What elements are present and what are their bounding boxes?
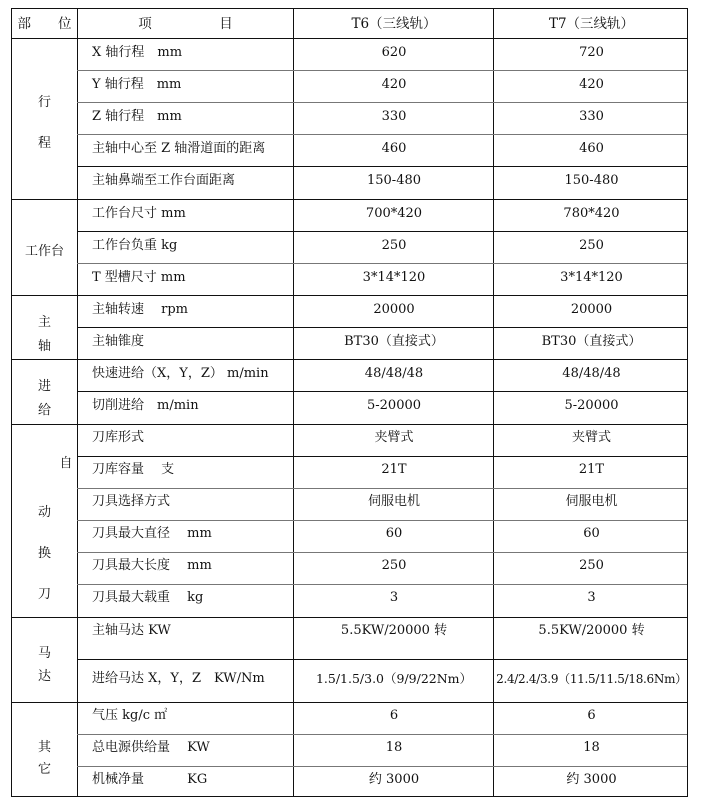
section-label-atc: 换 xyxy=(37,546,51,561)
section-label-feed: 进 xyxy=(37,379,51,394)
section-label-atc: 动 xyxy=(37,505,51,520)
table-row-item: 主轴鼻端至工作台面距离 xyxy=(92,173,236,188)
table-row-t7: 5.5KW/20000 转 xyxy=(538,623,645,638)
section-label-spindle: 轴 xyxy=(37,339,51,354)
col-divider xyxy=(77,9,78,796)
table-row-t6: 伺服电机 xyxy=(367,494,420,509)
table-row-item: 工作台负重 kg xyxy=(92,238,178,253)
table-row-item: Y 轴行程 mm xyxy=(92,77,182,92)
row-divider xyxy=(77,584,687,585)
table-row-t6: 夹臂式 xyxy=(374,430,414,445)
section-divider xyxy=(12,617,687,618)
table-row-item: 刀库容量 支 xyxy=(92,462,175,477)
section-label-atc: 刀 xyxy=(37,587,51,602)
section-label-other: 它 xyxy=(37,762,51,777)
table-row-item: 切削进给 m/min xyxy=(92,398,199,413)
header-model-t6: T6（三线轨） xyxy=(351,16,437,32)
table-row-t7: 5-20000 xyxy=(564,398,619,413)
row-divider xyxy=(77,520,687,521)
table-row-item: 主轴中心至 Z 轴滑道面的距离 xyxy=(92,141,266,156)
table-row-t7: 420 xyxy=(579,77,604,92)
table-row-t6: 420 xyxy=(381,77,407,92)
table-row-t6: 5-20000 xyxy=(366,398,422,413)
table-row-t6: 700*420 xyxy=(365,206,423,221)
table-row-t6: 60 xyxy=(385,526,403,541)
table-row-t7: 2.4/2.4/3.9（11.5/11.5/18.6Nm） xyxy=(496,672,687,686)
header-section: 部 位 xyxy=(17,16,72,32)
table-row-item: 机械净量 KG xyxy=(92,772,208,787)
row-divider xyxy=(77,263,687,264)
row-divider xyxy=(77,166,687,167)
table-row-t6: 250 xyxy=(381,558,407,573)
table-row-t6: 460 xyxy=(381,141,407,156)
table-row-t7: 21T xyxy=(578,462,605,477)
section-label-atc: 自 xyxy=(59,456,73,471)
section-label-motor: 马 xyxy=(37,646,51,661)
table-row-item: Z 轴行程 mm xyxy=(92,109,182,124)
table-row-t6: 18 xyxy=(385,740,403,755)
section-label-motor: 达 xyxy=(37,669,51,684)
table-row-item: 总电源供给量 KW xyxy=(92,740,210,755)
row-divider xyxy=(77,70,687,71)
table-row-t7: 3 xyxy=(587,590,596,605)
row-divider xyxy=(77,391,687,392)
table-row-t7: 18 xyxy=(583,740,600,755)
row-divider xyxy=(77,134,687,135)
row-divider xyxy=(12,38,687,39)
table-row-t6: BT30（直接式） xyxy=(344,334,444,349)
table-row-t7: BT30（直接式） xyxy=(541,334,642,349)
table-row-t6: 1.5/1.5/3.0（9/9/22Nm） xyxy=(315,671,473,686)
table-row-item: 主轴马达 KW xyxy=(92,623,171,638)
table-row-item: 刀具最大长度 mm xyxy=(92,558,212,573)
section-divider xyxy=(12,295,687,296)
table-row-t7: 约 3000 xyxy=(566,772,617,787)
table-row-t6: 6 xyxy=(389,708,399,723)
table-row-t6: 5.5KW/20000 转 xyxy=(340,623,448,638)
row-divider xyxy=(77,766,687,767)
table-row-item: T 型槽尺寸 mm xyxy=(92,270,186,285)
section-divider xyxy=(12,359,687,360)
table-row-t7: 6 xyxy=(587,708,596,723)
section-label-travel: 行 xyxy=(37,95,51,110)
table-row-t7: 60 xyxy=(583,526,600,541)
table-row-t7: 250 xyxy=(579,238,604,253)
table-row-t6: 20000 xyxy=(373,302,415,317)
table-row-t6: 3*14*120 xyxy=(362,270,426,285)
row-divider xyxy=(77,456,687,457)
table-row-item: 刀库形式 xyxy=(92,430,145,445)
section-label-table: 工作台 xyxy=(24,244,64,259)
section-label-spindle: 主 xyxy=(37,315,51,330)
table-row-t7: 250 xyxy=(579,558,604,573)
table-row-t6: 约 3000 xyxy=(368,772,420,787)
table-row-t7: 伺服电机 xyxy=(565,494,618,509)
section-divider xyxy=(12,424,687,425)
table-row-t7: 150-480 xyxy=(564,173,619,188)
section-label-feed: 给 xyxy=(37,403,51,418)
table-row-t7: 夹臂式 xyxy=(571,430,611,445)
table-row-item: 刀具最大载重 kg xyxy=(92,590,204,605)
table-row-t7: 48/48/48 xyxy=(562,366,621,381)
table-row-t7: 780*420 xyxy=(563,206,620,221)
table-row-item: 工作台尺寸 mm xyxy=(92,206,186,221)
table-row-item: 主轴转速 rpm xyxy=(92,302,188,317)
table-row-t6: 330 xyxy=(381,109,407,124)
header-item: 项 目 xyxy=(138,16,233,32)
table-row-t7: 20000 xyxy=(570,302,613,317)
section-label-travel: 程 xyxy=(37,136,51,151)
header-model-t7: T7（三线轨） xyxy=(548,16,635,32)
table-row-t6: 3 xyxy=(389,590,399,605)
table-row-item: 刀具选择方式 xyxy=(92,494,171,509)
table-row-t6: 250 xyxy=(381,238,407,253)
table-row-t6: 48/48/48 xyxy=(364,366,424,381)
table-row-t6: 620 xyxy=(381,45,407,60)
table-row-t7: 720 xyxy=(579,45,604,60)
table-row-t7: 330 xyxy=(579,109,604,124)
row-divider xyxy=(77,488,687,489)
row-divider xyxy=(77,734,687,735)
table-row-item: 进给马达 X，Y，Z KW/Nm xyxy=(92,671,265,686)
section-divider xyxy=(12,199,687,200)
row-divider xyxy=(77,327,687,328)
table-row-item: 刀具最大直径 mm xyxy=(92,526,212,541)
table-row-t7: 3*14*120 xyxy=(560,270,623,285)
row-divider xyxy=(77,552,687,553)
table-row-t6: 150-480 xyxy=(366,173,422,188)
table-row-item: 主轴锥度 xyxy=(92,334,145,349)
row-divider xyxy=(77,659,687,660)
table-row-item: 气压 kg/c ㎡ xyxy=(92,708,168,723)
section-divider xyxy=(12,702,687,703)
table-row-t7: 460 xyxy=(579,141,604,156)
table-row-t6: 21T xyxy=(381,462,407,477)
spec-table xyxy=(11,8,688,797)
section-label-other: 其 xyxy=(37,740,51,755)
row-divider xyxy=(77,102,687,103)
table-row-item: X 轴行程 mm xyxy=(92,45,183,60)
table-row-item: 快速进给（X，Y，Z） m/min xyxy=(92,366,269,381)
row-divider xyxy=(77,231,687,232)
